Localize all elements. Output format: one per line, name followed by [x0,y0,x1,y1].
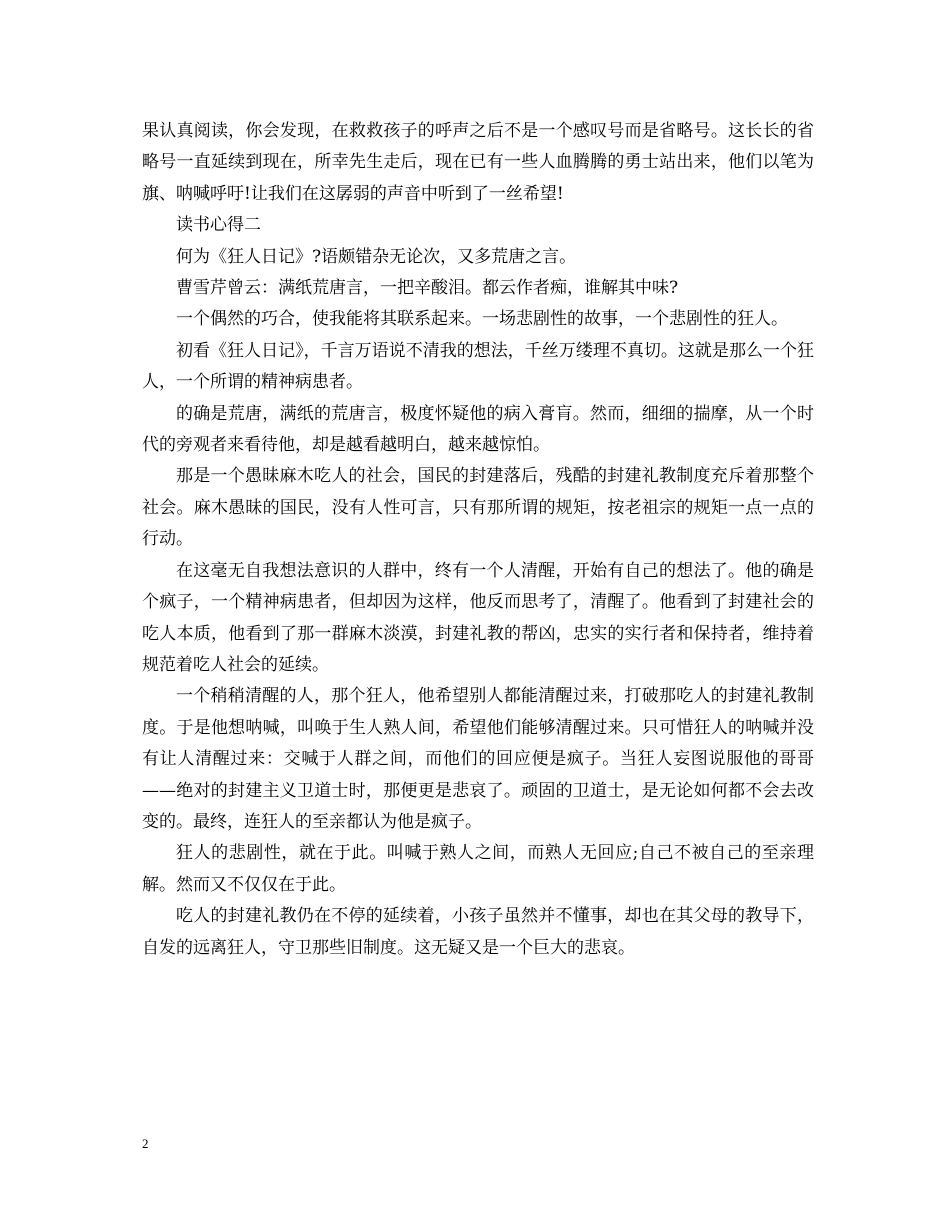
paragraph-5: 一个偶然的巧合，使我能将其联系起来。一场悲剧性的故事，一个悲剧性的狂人。 [176,309,788,330]
paragraph-6: 初看《狂人日记》，千言万语说不清我的想法，千丝万缕理不真切。这就是那么一个狂人，一个所谓的精神病患者。 [142,340,814,393]
paragraph-12: 吃人的封建礼教仍在不停的延续着，小孩子虽然并不懂事，却也在其父母的教导下，自发的远离狂人，守卫那些旧制度。这无疑又是一个巨大的悲哀。 [142,906,814,958]
page-number: 2 [142,1136,149,1151]
paragraph-10: 一个稍稍清醒的人，那个狂人，他希望别人都能清醒过来，打破那吃人的封建礼教制度。于是他想呐喊，叫唤于生人熟人间，希望他们能够清醒过来。只可惜狂人的呐喊并没有让人清醒过来：交喊于人群之间，而他们的回应便是疯子。当狂人妄图说服他的哥哥——绝对的封建主义卫道士时，那便更是悲哀了。顽固的卫道士，是无论如何都不会去改变的。最终，连狂人的至亲都认为他是疯子。 [142,686,814,832]
document-body [142,116,814,964]
paragraph-3: 何为《狂人日记》?语颇错杂无论次，又多荒唐之言。 [176,246,577,267]
paragraph-7: 的确是荒唐，满纸的荒唐言，极度怀疑他的病入膏肓。然而，细细的揣摩，从一个时代的旁观者来看待他，却是越看越明白，越来越惊怕。 [142,403,814,456]
paragraph-11: 狂人的悲剧性，就在于此。叫喊于熟人之间，而熟人无回应;自己不被自己的至亲理解。然而又不仅仅在于此。 [142,843,814,895]
paragraph-9: 在这毫无自我想法意识的人群中，终有一个人清醒，开始有自己的想法了。他的确是个疯子，一个精神病患者，但却因为这样，他反而思考了，清醒了。他看到了封建社会的吃人本质，他看到了那一群麻木淡漠，封建礼教的帮凶，忠实的实行者和保持者，维持着规范着吃人社会的延续。 [142,560,814,675]
section-heading: 读书心得二 [176,215,261,236]
paragraph-1: 果认真阅读，你会发现，在救救孩子的呼声之后不是一个感叹号而是省略号。这长长的省略号一直延续到现在，所幸先生走后，现在已有一些人血腾腾的勇士站出来，他们以笔为旗、呐喊呼吁!让我们在这孱弱的声音中听到了一丝希望! [142,121,814,204]
paragraph-4: 曹雪芹曾云：满纸荒唐言，一把辛酸泪。都云作者痴，谁解其中味? [176,278,679,299]
paragraph-8: 那是一个愚昧麻木吃人的社会，国民的封建落后，残酷的封建礼教制度充斥着那整个社会。麻木愚昧的国民，没有人性可言，只有那所谓的规矩，按老祖宗的规矩一点一点的行动。 [142,466,814,550]
